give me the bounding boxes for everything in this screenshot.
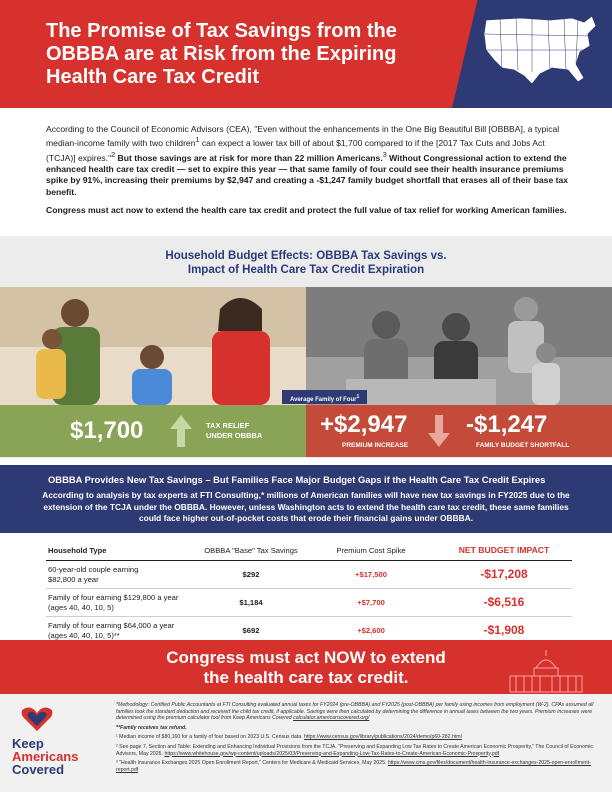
cms-link[interactable]: https://www.cms.gov/files/document/health-insurance-exchanges-2025-open-enrollment-report.pdf [116, 760, 591, 773]
household-type-cell: Family of four earning $129,800 a year (ages 40, 40, 10, 5) [46, 589, 196, 617]
premium-spike-cell: +$17,500 [306, 561, 436, 589]
intro-paragraph-1: According to the Council of Economic Advisors (CEA), "Even without the enhancements in the One Big Beautiful Bill [OBBBA], a typical median-income family with two children$^1$ can expect a lower tax bill of about $1,700 compared to if the [2017 Tax Cuts and Jobs Act (TCJA)] expires."$^2$ But those savings are at risk for more than 22 million Americans.$^3$ Without Congressional action to extend the enhanced health care tax credit — set to expire this year — that same family of four could see their health insurance premiums spike by 91%, increasing their premiums by $2,947 and creating a -$1,247 family budget shortfall that erases all of their base tax benefit. [46, 124, 569, 197]
title-line-2: OBBBA are at Risk from the Expiring [46, 43, 397, 65]
header-banner [0, 0, 612, 108]
calculator-link[interactable]: calculator.americanscovered.org/ [293, 715, 370, 722]
page-title [46, 20, 446, 89]
call-to-action-banner [0, 640, 612, 694]
col-net-impact: NET BUDGET IMPACT [436, 540, 572, 561]
logo-word-keep: Keep [12, 736, 44, 751]
tax-relief-stat [0, 405, 306, 457]
family-photo-happy [0, 287, 306, 405]
net-impact-cell: -$6,516 [436, 589, 572, 617]
table-header-row [46, 540, 572, 561]
footnotes [116, 702, 596, 776]
tax-relief-label: TAX RELIEF UNDER OBBBA [206, 421, 263, 440]
budget-panel-title: Household Budget Effects: OBBBA Tax Savings vs. Impact of Health Care Tax Credit Expiration [165, 250, 447, 276]
net-impact-cell: -$1,908 [436, 617, 572, 645]
intro-paragraph-2: Congress must act now to extend the health care tax credit and protect the full value of tax relief for working American families. [46, 205, 567, 216]
budget-impact-stat [306, 405, 612, 457]
methodology-note: *Methodology: Certified Public Accountants at FTI Consulting evaluated annual taxes for FY2024 (pre-OBBBA) and FY2025 (post-OBBBA) per family using incomes from employment (W-2). CPAs assumed all families took the standard deduction and received the child tax credit, if applicable. Savings were then calculated by determining the difference in annual taxes between the two years. Premium increases were determined using the premium calculator tool from Keep Americans Covered calculator.americanscovered.org/ [116, 702, 594, 722]
household-type-cell: 60-year-old couple earning $82,800 a year [46, 561, 196, 589]
worried-family-illustration [306, 287, 612, 405]
col-base-savings: OBBBA "Base" Tax Savings [196, 540, 306, 561]
household-impact-table [46, 540, 572, 645]
whitehouse-link[interactable]: https://www.whitehouse.gov/wp-content/uploads/2025/03/Preserving-and-Expanding-Low-Tax-Rates-to-Create-American-Economic-Prosperity.pdf [164, 750, 500, 757]
arrow-down-icon [428, 415, 450, 447]
keep-americans-covered-logo [12, 706, 102, 776]
premium-increase-value: +$2,947 [320, 411, 408, 438]
call-to-action-text: Congress must act NOW to extend the health care tax credit. [166, 648, 446, 687]
average-family-badge: Average Family of Four$^1$ [282, 390, 367, 404]
table-row [46, 561, 572, 589]
capitol-building-icon [506, 648, 586, 694]
analysis-body: According to analysis by tax experts at FTI Consulting,* millions of American families will have new tax savings in FY2025 due to the extension of the TCJA under the OBBBA. However, unless Washington acts to extend the health care tax credit, these same families could face higher out-of-pocket costs that erode their financial gains under OBBBA. [42, 490, 570, 523]
title-line-3: Health Care Tax Credit [46, 66, 260, 88]
logo-word-americans: Americans [12, 749, 79, 764]
footnote-2: ² See page 7, Section and Table: Extending and Enhancing Individual Provisions from the TCJA. "Preserving and Expanding Low Tax Rates to Create American Economic Prosperity," The Council of Economic Advisors, May 2025. https://www.whitehouse.gov/wp-content/uploads/2025/03/Preserving-and-Expanding-Low-Tax-Rates-to-Create-American-Economic-Prosperity.pdf [116, 743, 593, 757]
table-row [46, 589, 572, 617]
tax-relief-value: $1,700 [70, 417, 144, 444]
refund-note: **Family receives tax refund. [116, 724, 187, 731]
base-savings-cell: $692 [196, 617, 306, 645]
heart-logo-icon [20, 706, 54, 732]
premium-spike-cell: +$2,600 [306, 617, 436, 645]
household-type-cell: Family of four earning $64,000 a year (ages 40, 40, 10, 5)** [46, 617, 196, 645]
premium-increase-label: PREMIUM INCREASE [342, 442, 409, 449]
intro-text [46, 124, 572, 224]
base-savings-cell: $292 [196, 561, 306, 589]
footnote-3: ³ "Health Insurance Exchanges 2025 Open Enrollment Report," Centers for Medicare & Medicaid Services, May 2025. https://www.cms.gov/files/document/health-insurance-exchanges-2025-open-enrollment-report.pdf [116, 760, 591, 773]
us-map-icon [480, 12, 598, 88]
analysis-heading: OBBBA Provides New Tax Savings – But Families Face Major Budget Gaps if the Health Care Tax Credit Expires [48, 474, 546, 485]
col-household-type: Household Type [46, 540, 196, 561]
logo-word-covered: Covered [12, 762, 65, 777]
premium-spike-cell: +$7,700 [306, 589, 436, 617]
analysis-section [0, 465, 612, 533]
family-illustration [0, 287, 306, 405]
shortfall-label: FAMILY BUDGET SHORTFALL [476, 442, 570, 449]
arrow-up-icon [170, 415, 192, 447]
shortfall-value: -$1,247 [466, 411, 548, 438]
net-impact-cell: -$17,208 [436, 561, 572, 589]
base-savings-cell: $1,184 [196, 589, 306, 617]
footnote-1: ¹ Median income of $80,160 for a family of four based on 2023 U.S. Census data. https://www.census.gov/library/publications/2024/demo/p60-282.html [116, 734, 462, 741]
title-line-1: The Promise of Tax Savings from the [46, 20, 397, 42]
col-premium-spike: Premium Cost Spike [306, 540, 436, 561]
census-link[interactable]: https://www.census.gov/library/publications/2024/demo/p60-282.html [304, 734, 462, 741]
family-photo-worried [306, 287, 612, 405]
